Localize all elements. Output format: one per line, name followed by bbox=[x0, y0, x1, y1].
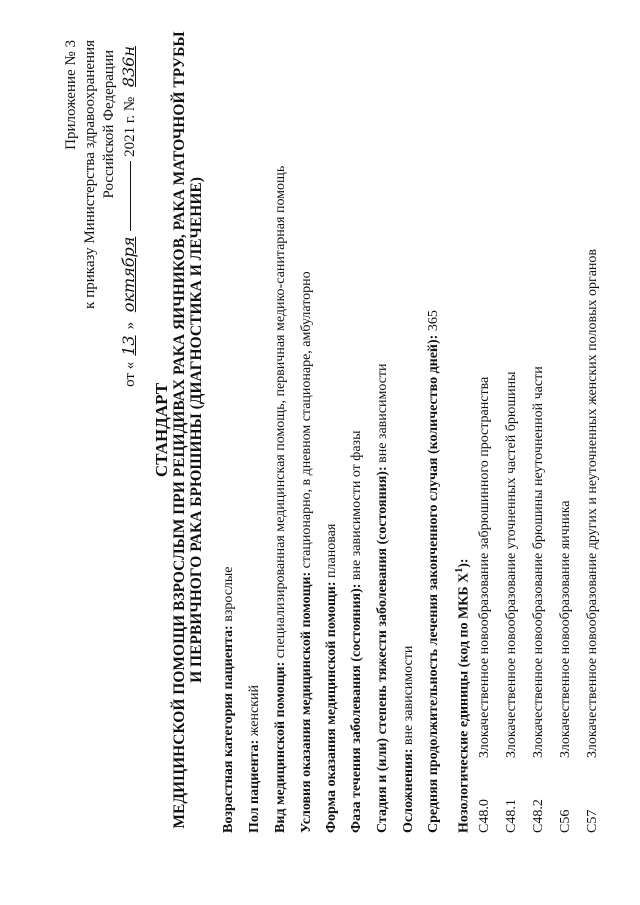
field-label: Форма оказания медицинской помощи: bbox=[324, 581, 339, 833]
field-value: женский bbox=[247, 685, 262, 740]
footnote-mark: 1 bbox=[454, 567, 465, 573]
icd-code: C48.2 bbox=[531, 799, 546, 833]
field-value: взрослые bbox=[221, 566, 236, 626]
document-title bbox=[153, 30, 205, 830]
order-number: 836н bbox=[119, 46, 138, 88]
date-underline bbox=[129, 161, 131, 231]
field-label: Пол пациента: bbox=[247, 739, 262, 833]
field-value: специализированная медицинская помощь, первичная медико-санитарная помощь bbox=[273, 165, 288, 662]
field-sex bbox=[246, 685, 263, 833]
annex-header bbox=[62, 40, 140, 905]
table-row bbox=[476, 377, 493, 833]
field-disease-phase bbox=[348, 431, 365, 834]
diagnosis-name: Злокачественное новообразование других и неуточненных женских половых органов bbox=[585, 248, 600, 758]
field-value: вне зависимости от фазы bbox=[349, 430, 364, 584]
table-row bbox=[557, 501, 574, 834]
field-disease-stage bbox=[374, 363, 391, 833]
icd-code: C56 bbox=[558, 809, 573, 833]
field-label: Средняя продолжительность лечения законченного случая (количество дней): bbox=[426, 334, 441, 833]
diagnosis-name: Злокачественное новообразование забрюшинного пространства bbox=[477, 376, 492, 758]
diagnosis-name: Злокачественное новообразование брюшины неуточненной части bbox=[531, 366, 546, 758]
field-treatment-duration bbox=[425, 310, 442, 833]
field-complications bbox=[400, 646, 417, 833]
field-label: Фаза течения заболевания (состояния): bbox=[349, 583, 364, 833]
annex-date-line bbox=[119, 40, 140, 905]
date-prefix: от « bbox=[122, 361, 138, 387]
nosology-heading bbox=[451, 558, 473, 833]
diagnosis-name: Злокачественное новообразование яичника bbox=[558, 500, 573, 758]
field-value: стационарно, в дневном стационаре, амбулаторно bbox=[299, 271, 314, 572]
field-value: вне зависимости bbox=[375, 363, 390, 467]
nosology-heading-text: Нозологические единицы (код по МКБ X bbox=[456, 572, 472, 833]
field-label: Стадия и (или) степень тяжести заболевания (состояния): bbox=[375, 466, 390, 833]
date-day: 13 bbox=[119, 335, 138, 356]
field-label: Возрастная категория пациента: bbox=[221, 625, 236, 833]
annex-number: Приложение № 3 bbox=[63, 40, 79, 150]
title-line-1: МЕДИЦИНСКОЙ ПОМОЩИ ВЗРОСЛЫМ ПРИ РЕЦИДИВАХ РАКА ЯИЧНИКОВ, РАКА МАТОЧНОЙ ТРУБЫ bbox=[171, 31, 188, 829]
field-age-category bbox=[220, 566, 237, 833]
field-care-conditions bbox=[298, 271, 315, 833]
field-care-form bbox=[323, 524, 340, 833]
field-label: Осложнения: bbox=[401, 748, 416, 833]
field-label: Вид медицинской помощи: bbox=[273, 661, 288, 833]
field-value: 365 bbox=[426, 310, 441, 335]
field-label: Условия оказания медицинской помощи: bbox=[299, 571, 314, 833]
date-month: октября bbox=[119, 236, 138, 313]
annex-order-ref: к приказу Министерства здравоохранения bbox=[82, 40, 98, 309]
icd-code: C48.1 bbox=[504, 799, 519, 833]
date-mid: » bbox=[122, 318, 138, 330]
field-care-type bbox=[272, 166, 289, 833]
table-row bbox=[530, 366, 547, 833]
table-row bbox=[503, 372, 520, 834]
title-line-2: И ПЕРВИЧНОГО РАКА БРЮШИНЫ (ДИАГНОСТИКА И ЛЕЧЕНИЕ) bbox=[188, 177, 205, 683]
field-value: вне зависимости bbox=[401, 645, 416, 749]
icd-code: C57 bbox=[585, 809, 600, 833]
table-row bbox=[584, 249, 601, 833]
nosology-heading-end: ): bbox=[456, 558, 472, 568]
diagnosis-name: Злокачественное новообразование уточненных частей брюшины bbox=[504, 371, 519, 758]
title-standard: СТАНДАРТ bbox=[152, 382, 171, 478]
date-year: 2021 г. № bbox=[122, 93, 138, 161]
annex-federation: Российской Федерации bbox=[101, 50, 117, 199]
icd-code: C48.0 bbox=[477, 799, 492, 833]
field-value: плановая bbox=[324, 523, 339, 582]
